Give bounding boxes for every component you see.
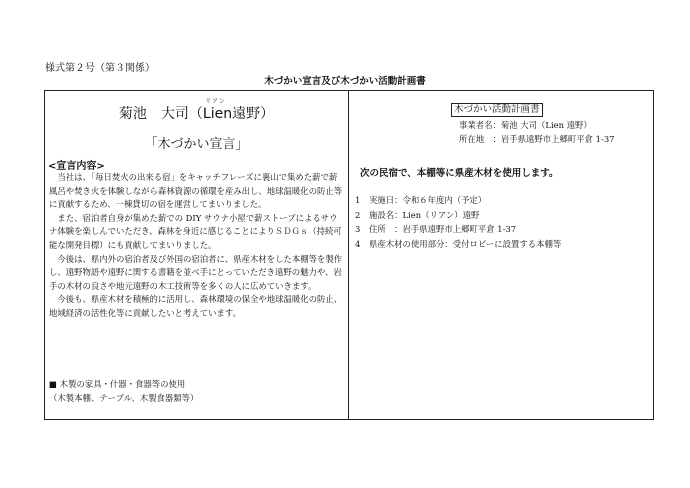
bullet-sub: （木製本棚、テーブル、木製食器類等） <box>49 392 199 403</box>
item-text: 施設名：Lien（リアン）遠野 <box>369 209 480 220</box>
declaration-title: 「木づかい宣言」 <box>144 137 249 152</box>
list-item <box>355 208 561 223</box>
usage-statement: 次の民宿で、本棚等に県産木材を使用します。 <box>360 168 559 179</box>
list-item <box>355 193 561 208</box>
form-number: 様式第２号（第３関係） <box>45 63 155 74</box>
declaration-column <box>45 91 348 419</box>
business-name-label: 事業者名： <box>459 120 501 130</box>
item-text: 住所 ：岩手県遠野市上郷町平倉 1-37 <box>369 224 517 235</box>
form-table <box>44 90 654 420</box>
plan-title: 木づかい活動計画書 <box>451 103 543 117</box>
list-item <box>355 237 561 252</box>
document-title: 木づかい宣言及び木づかい活動計画書 <box>264 76 426 87</box>
paragraph: また、宿泊者自身が集めた薪での DIY サウナ小屋で薪ストーブによるサウナ体験を楽しんでいただき、森林を身近に感じることによりＳＤＧｓ（持続可能な開発目標）にも貢献してまいりました。 <box>49 212 342 250</box>
business-name: 菊池 大司（Lien 遠野） <box>500 120 592 130</box>
item-number: 4 <box>355 238 361 249</box>
item-text: 県産木材の使用部分：受付ロビーに設置する本棚等 <box>369 238 562 249</box>
business-name-row <box>459 119 592 131</box>
declarant-name: 菊池 大司（Lien遠野） <box>118 106 275 122</box>
address: 岩手県遠野市上郷町平倉 1-37 <box>500 134 615 144</box>
paragraph: 今後は、県内外の宿泊者及び外国の宿泊者に、県産木材をした本棚等を製作し、遠野物語や遠野に関する書籍を並べ手にとっていただき遠野の魅力や、岩手の木材の良さや地元遠野の木工技術等を多くの人に広めていきます。 <box>49 253 343 291</box>
paragraph: 今後も、県産木材を積極的に活用し、森林環境の保全や地球温暖化の防止、地域経済の活性化等に貢献したいと考えています。 <box>49 294 343 318</box>
list-item <box>355 222 561 237</box>
item-number: 1 <box>355 195 361 205</box>
plan-column <box>349 91 653 419</box>
section-label: <宣言内容> <box>48 161 105 172</box>
bullet-line: ■ 木製の家具・什器・食器等の使用 <box>49 379 186 389</box>
item-number: 2 <box>355 209 361 220</box>
item-number: 3 <box>355 224 361 235</box>
address-row <box>459 133 614 145</box>
plan-items <box>355 193 561 251</box>
paragraph: 当社は、「毎日焚火の出来る宿」をキャッチフレーズに裏山で集めた薪で薪風呂や焚き火を体験しながら森林資源の循環を産み出し、地球温暖化の防止等に貢献するため、一棟貸切の宿を運営してまいりました。 <box>49 172 343 210</box>
address-label: 所在地 ： <box>459 134 501 144</box>
name-ruby: リアン <box>205 98 226 105</box>
declaration-body <box>49 171 345 321</box>
usage-bullet <box>49 378 198 405</box>
item-text: 実施日：令和６年度内（予定） <box>369 195 487 205</box>
